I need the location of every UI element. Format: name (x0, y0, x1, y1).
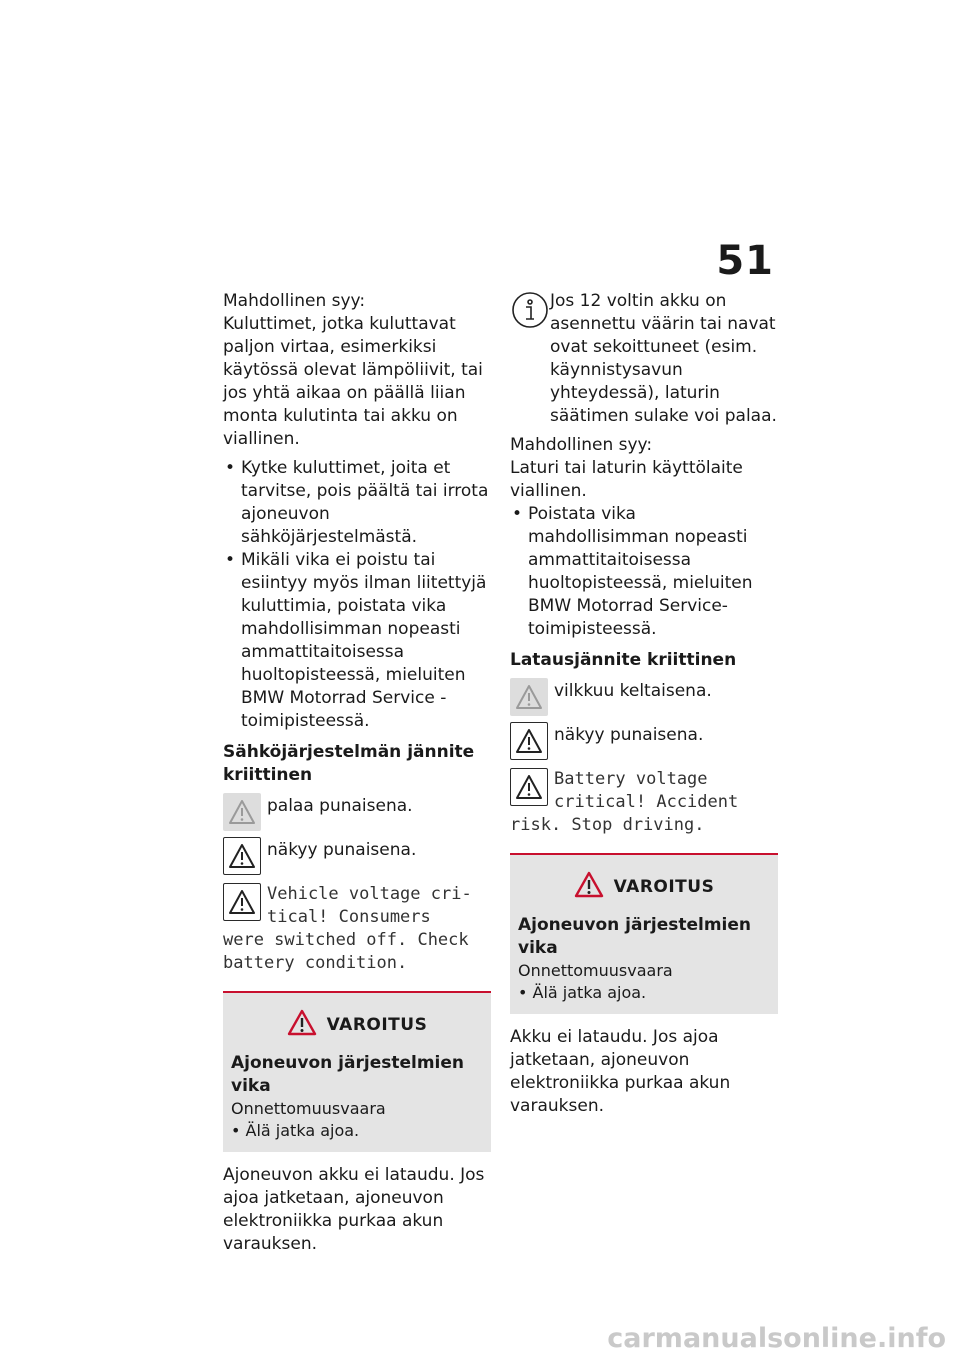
warning-red-icon (574, 871, 604, 902)
warning-subtitle: Ajoneuvon järjestelmien vika (231, 1053, 464, 1096)
bullet-list (223, 457, 491, 733)
list-item: • Poistata vika mahdollisimman nopeasti ammattitaitoisessa huoltopisteessä, mieluiten BMW Motorrad Service-toimipisteessä. (510, 503, 778, 641)
display-message (223, 883, 491, 975)
warning-risk: Onnettomuusvaara (518, 961, 673, 980)
display-message-line: Battery voltage (554, 769, 708, 789)
right-column (510, 290, 778, 1118)
list-item: • Mikäli vika ei poistu tai esiintyy myös ilman liitettyjä kuluttimia, poistata vika mahdollisimman nopeasti ammattitaitoisessa huoltopisteessä, mieluiten BMW Motorrad Service -toimipisteessä. (223, 549, 491, 733)
cause-text: Kuluttimet, jotka kuluttavat paljon virtaa, esimerkiksi käytössä olevat lämpöliivit, tai jos yhtä aikaa on päällä liian monta kulutinta tai akku on viallinen. (223, 314, 483, 449)
warning-title: VAROITUS (326, 1014, 428, 1035)
after-text: Akku ei lataudu. Jos ajoa jatketaan, ajoneuvon elektroniikka purkaa akun varauksen. (510, 1027, 731, 1116)
warning-triangle-icon (510, 722, 548, 760)
warning-triangle-icon (510, 678, 548, 716)
warning-triangle-icon (510, 768, 548, 806)
bullet-list (510, 503, 778, 641)
warning-action: • Älä jatka ajoa. (518, 983, 647, 1002)
section-heading: Sähköjärjestelmän jännite kriittinen (223, 742, 475, 785)
warning-title: VAROITUS (613, 876, 715, 897)
indicator-row (223, 793, 491, 831)
after-text: Ajoneuvon akku ei lataudu. Jos ajoa jatketaan, ajoneuvon elektroniikka purkaa akun varauksen. (223, 1165, 485, 1254)
warning-triangle-icon (223, 883, 261, 921)
left-column (223, 290, 491, 1256)
display-message-line: tical! Consumers (267, 907, 431, 927)
display-message-line: risk. Stop driving. (510, 815, 705, 835)
warning-box (510, 853, 778, 1014)
warning-subtitle: Ajoneuvon järjestelmien vika (518, 915, 751, 958)
list-item: • Kytke kuluttimet, joita et tarvitse, pois päältä tai irrota ajoneuvon sähköjärjestelmästä. (223, 457, 491, 549)
warning-box (223, 991, 491, 1152)
cause-label: Mahdollinen syy: (223, 291, 366, 311)
warning-action: • Älä jatka ajoa. (231, 1121, 360, 1140)
display-message-line: battery condition. (223, 953, 408, 973)
cause-text: Laturi tai laturin käyttölaite viallinen. (510, 458, 743, 501)
display-message-line: Vehicle voltage cri- (267, 884, 472, 904)
info-text: Jos 12 voltin akku on asennettu väärin tai navat ovat sekoittuneet (esim. käynnistysavun yhteydessä), laturin säätimen sulake voi palaa. (550, 291, 777, 426)
indicator-text: palaa punaisena. (267, 796, 413, 816)
display-message-line: critical! Accident (554, 792, 739, 812)
indicator-row (223, 837, 491, 875)
warning-risk: Onnettomuusvaara (231, 1099, 386, 1118)
info-icon (510, 290, 550, 330)
warning-triangle-icon (223, 793, 261, 831)
display-message-line: were switched off. Check (223, 930, 469, 950)
watermark: carmanualsonline.info (607, 1323, 946, 1354)
indicator-text: vilkkuu keltaisena. (554, 681, 712, 701)
warning-triangle-icon (223, 837, 261, 875)
cause-label: Mahdollinen syy: (510, 435, 653, 455)
indicator-text: näkyy punaisena. (267, 840, 417, 860)
info-note (510, 290, 778, 428)
page-number: 51 (716, 238, 774, 284)
indicator-row (510, 722, 778, 760)
indicator-row (510, 678, 778, 716)
display-message (510, 768, 778, 837)
indicator-text: näkyy punaisena. (554, 725, 704, 745)
section-heading: Latausjännite kriittinen (510, 650, 737, 670)
warning-red-icon (287, 1009, 317, 1040)
